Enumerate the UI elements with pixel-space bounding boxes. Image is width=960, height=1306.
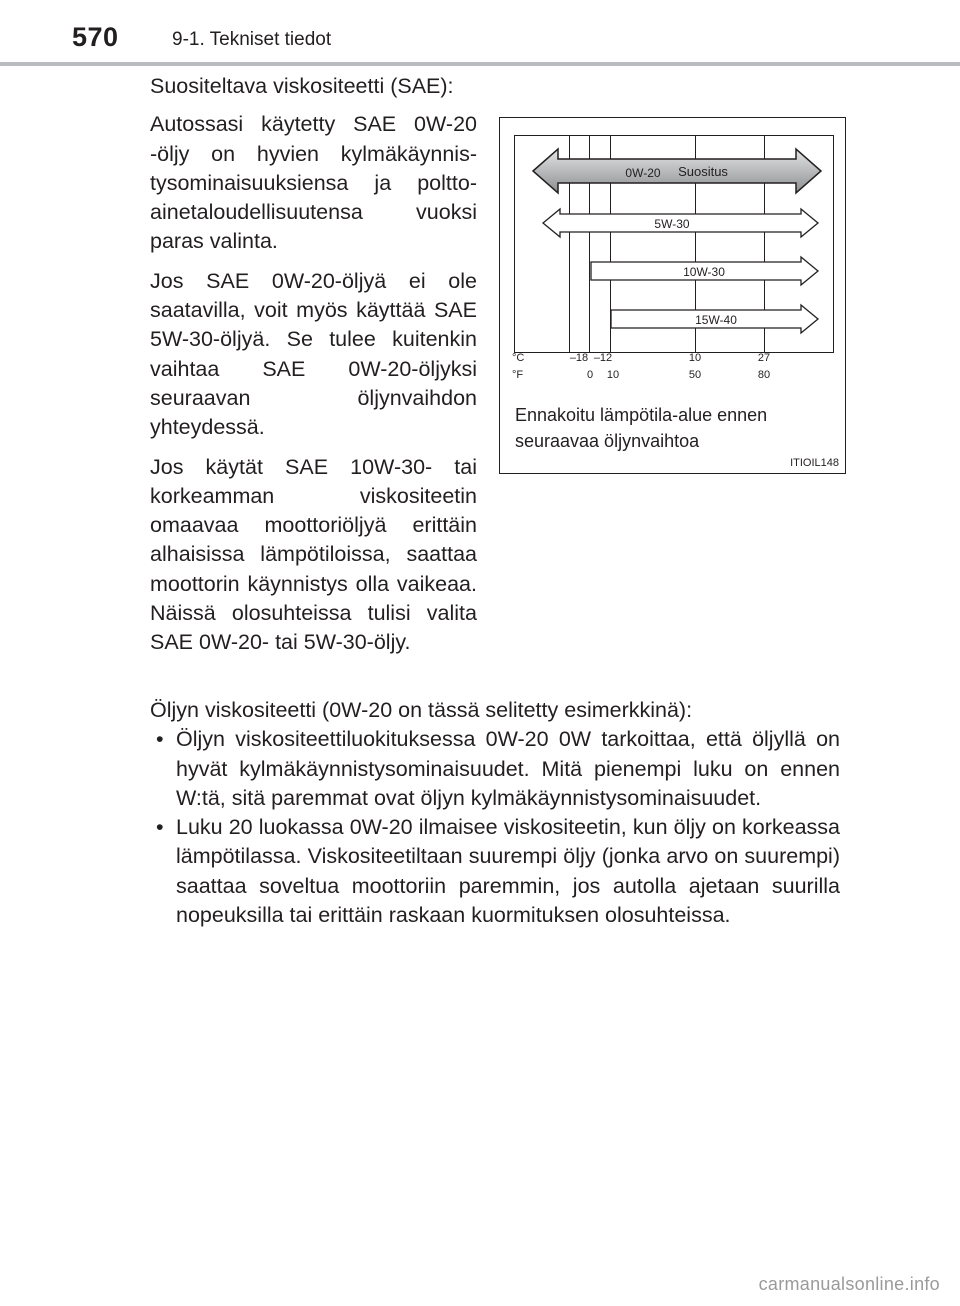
bullet-symbol: • xyxy=(156,727,164,752)
celsius-tick: –12 xyxy=(593,352,613,364)
paragraph: Autossasi käytetty SAE 0W-20 -öljy on hyvien kylmäkäynnistysominaisuuksiensa ja polttoainetaloudellisuutensa vuoksi paras valinta. xyxy=(150,112,477,254)
watermark: carmanualsonline.info xyxy=(758,1274,940,1294)
fahrenheit-tick: 50 xyxy=(688,369,702,381)
viscosity-explanation xyxy=(150,696,840,930)
list-item-text: Öljyn viskositeettiluokituksessa 0W-20 0W tarkoittaa, että öljyllä on hyvät kylmäkäynnistysominaisuudet. Mitä pienempi luku on ennen W:tä, sitä paremmat ovat öljyn kylmäkäynnistysominaisuudet. xyxy=(176,727,840,810)
left-column xyxy=(150,72,477,668)
header-divider xyxy=(0,62,960,66)
list-item xyxy=(150,725,840,813)
figure-caption: Ennakoitu lämpötila-alue ennen seuraavaa öljynvaihtoa xyxy=(515,405,768,451)
celsius-tick: –18 xyxy=(569,352,589,364)
band-label-10w-30: 10W-30 xyxy=(683,265,725,279)
fahrenheit-tick: 0 xyxy=(586,369,594,381)
fahrenheit-unit-label: °F xyxy=(512,369,524,381)
celsius-tick: 10 xyxy=(688,352,702,364)
fahrenheit-tick: 10 xyxy=(606,369,620,381)
list-item-text: Luku 20 luokassa 0W-20 ilmaisee viskositeetin, kun öljy on korkeassa lämpötilassa. Viskositeetiltaan suurempi öljy (jonka arvo on suurempi) saattaa soveltua moottoriin paremmin, jos autolla ajetaan suurilla nopeuksilla tai erittäin raskaan kuormituksen olosuhteissa. xyxy=(176,815,840,928)
band-label-0w-20: 0W-20 xyxy=(625,166,661,180)
list-item xyxy=(150,813,840,930)
section-title: 9-1. Tekniset tiedot xyxy=(172,29,332,50)
celsius-unit-label: °C xyxy=(512,352,525,364)
bullet-list xyxy=(150,725,840,930)
band-note-suositus: Suositus xyxy=(678,164,728,179)
figure-code: ITIOIL148 xyxy=(790,457,839,469)
celsius-tick: 27 xyxy=(757,352,771,364)
page-number: 570 xyxy=(72,22,119,52)
band-label-15w-40: 15W-40 xyxy=(695,313,737,327)
recommended-viscosity-heading: Suositeltava viskositeetti (SAE): xyxy=(150,74,454,98)
viscosity-temperature-figure xyxy=(499,117,846,474)
viscosity-intro: Öljyn viskositeetti (0W-20 on tässä selitetty esimerkkinä): xyxy=(150,698,693,722)
band-label-5w-30: 5W-30 xyxy=(654,217,690,231)
fahrenheit-tick: 80 xyxy=(757,369,771,381)
bullet-symbol: • xyxy=(156,815,164,840)
band-0w-20 xyxy=(533,149,821,193)
paragraph: Jos käytät SAE 10W-30- tai korkeamman viskositeetin omaavaa moottoriöljyä erittäin alhaisissa lämpötiloissa, saattaa moottorin käynnistys olla vaikeaa. Näissä olosuhteissa tulisi valita SAE 0W-20- tai 5W-30-öljy. xyxy=(150,454,477,655)
paragraph: Jos SAE 0W-20-öljyä ei ole saatavilla, voit myös käyttää SAE 5W-30-öljyä. Se tulee kuitenkin vaihtaa SAE 0W-20-öljyksi seuraavan öljynvaihdon yhteydessä. xyxy=(150,268,477,440)
